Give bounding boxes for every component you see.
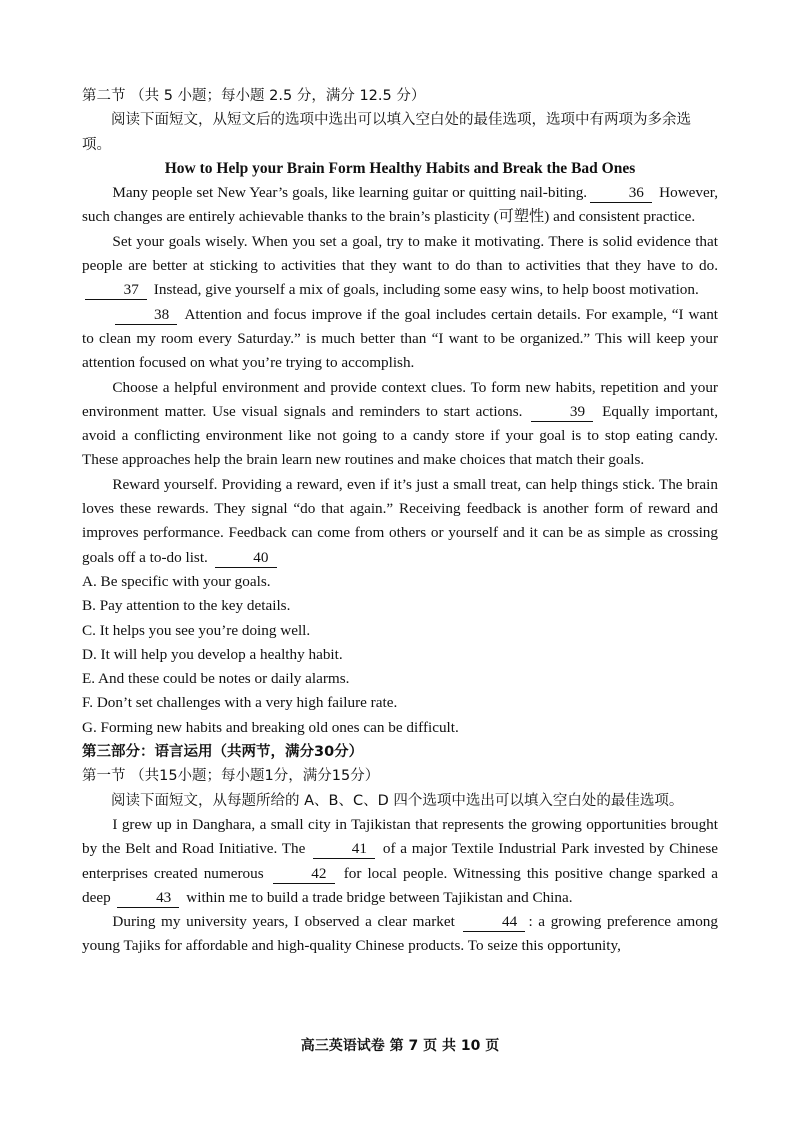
- option-a: A. Be specific with your goals.: [82, 572, 271, 590]
- blank-37: 37: [85, 281, 147, 300]
- option-e: E. And these could be notes or daily alarms.: [82, 670, 350, 688]
- blank-38: 38: [115, 306, 177, 325]
- page-footer: 高三英语试卷 第 7 页 共 10 页: [300, 1037, 500, 1054]
- cloze-paragraph-1-text-c: for local people. Witnessing this positive change sparked a deep: [82, 864, 719, 906]
- paragraph-4: [82, 376, 718, 473]
- paragraph-2-text-b: Instead, give yourself a mix of goals, including some easy wins, to help boost motivation.: [153, 281, 699, 299]
- option-c: C. It helps you see you’re doing well.: [82, 621, 311, 639]
- paragraph-4-text-b: Equally important, avoid a conflicting environment like not going to a candy store if your goal is to stop eating candy. These approaches help the brain learn new routines and make choices that match their goals.: [82, 402, 719, 469]
- cloze-paragraph-1-text-b: of a major Textile Industrial Park invested by Chinese enterprises created numerous: [82, 840, 719, 882]
- paragraph-3-text-b: Attention and focus improve if the goal includes certain details. For example, “I want to clean my room every Saturday.” is much better than “I want to be organized.” This will keep your attention focused on what you’re trying to accomplish.: [82, 305, 719, 372]
- part-3-heading: 第三部分：语言运用（共两节，满分30分）: [82, 744, 364, 761]
- part-3-instruction: 阅读下面短文，从每题所给的 A、B、C、D 四个选项中选出可以填入空白处的最佳选项。: [111, 792, 684, 809]
- paragraph-4-text-a: Choose a helpful environment and provide context clues. To form new habits, repetition and your environment matter. Use visual signals and reminders to start actions.: [82, 378, 718, 420]
- blank-43: 43: [117, 889, 179, 908]
- paragraph-5: [82, 473, 718, 570]
- paragraph-5-text-a: Reward yourself. Providing a reward, even if it’s just a small treat, can help things stick. The brain loves these rewards. They signal “do that again.” Receiving feedback is another form of reward and improves performance. Feedback can come from others or yourself and it can be as simple as crossing goals off a to-do list.: [82, 475, 718, 566]
- option-d: D. It will help you develop a healthy habit.: [82, 645, 343, 663]
- cloze-paragraph-1-text-a: I grew up in Danghara, a small city in Tajikistan that represents the growing opportunities brought by the Belt and Road Initiative. The: [82, 815, 718, 858]
- paragraph-3: [82, 303, 718, 376]
- cloze-paragraph-1: [82, 813, 718, 910]
- cloze-paragraph-1-text-d: within me to build a trade bridge between Tajikistan and China.: [186, 888, 573, 906]
- cloze-paragraph-2: [82, 910, 718, 959]
- option-f: F. Don’t set challenges with a very high failure rate.: [82, 694, 398, 712]
- cloze-paragraph-2-text-b: : a growing preference among young Tajiks for affordable and high-quality Chinese products. To seize this opportunity,: [82, 913, 718, 955]
- option-b: B. Pay attention to the key details.: [82, 597, 291, 615]
- section-2-heading: 第二节 （共 5 小题；每小题 2.5 分，满分 12.5 分）: [82, 88, 426, 104]
- paragraph-2: [82, 230, 718, 303]
- paragraph-1: [82, 181, 718, 230]
- blank-41: 41: [313, 840, 375, 859]
- blank-44: 44: [463, 913, 525, 932]
- blank-36: 36: [590, 184, 652, 203]
- section-2-instruction: 阅读下面短文，从短文后的选项中选出可以填入空白处的最佳选项，选项中有两项为多余选项。: [82, 112, 691, 153]
- blank-40: 40: [215, 549, 277, 568]
- blank-42: 42: [273, 865, 335, 884]
- blank-39: 39: [531, 403, 593, 422]
- paragraph-2-text-a: Set your goals wisely. When you set a goal, try to make it motivating. There is solid evidence that people are better at sticking to activities that they want to do than to activities that they have to do.: [82, 232, 718, 275]
- cloze-paragraph-2-text-a: During my university years, I observed a clear market: [112, 913, 455, 931]
- option-g: G. Forming new habits and breaking old ones can be difficult.: [82, 718, 459, 736]
- paragraph-1-text-b: However, such changes are entirely achievable thanks to the brain’s plasticity (可塑性) and consistent practice.: [82, 184, 718, 226]
- part-3-subheading: 第一节 （共15小题；每小题1分，满分15分）: [82, 768, 380, 785]
- paragraph-1-text-a: Many people set New Year’s goals, like learning guitar or quitting nail-biting.: [112, 184, 588, 202]
- passage-title: How to Help your Brain Form Healthy Habits and Break the Bad Ones: [164, 159, 636, 177]
